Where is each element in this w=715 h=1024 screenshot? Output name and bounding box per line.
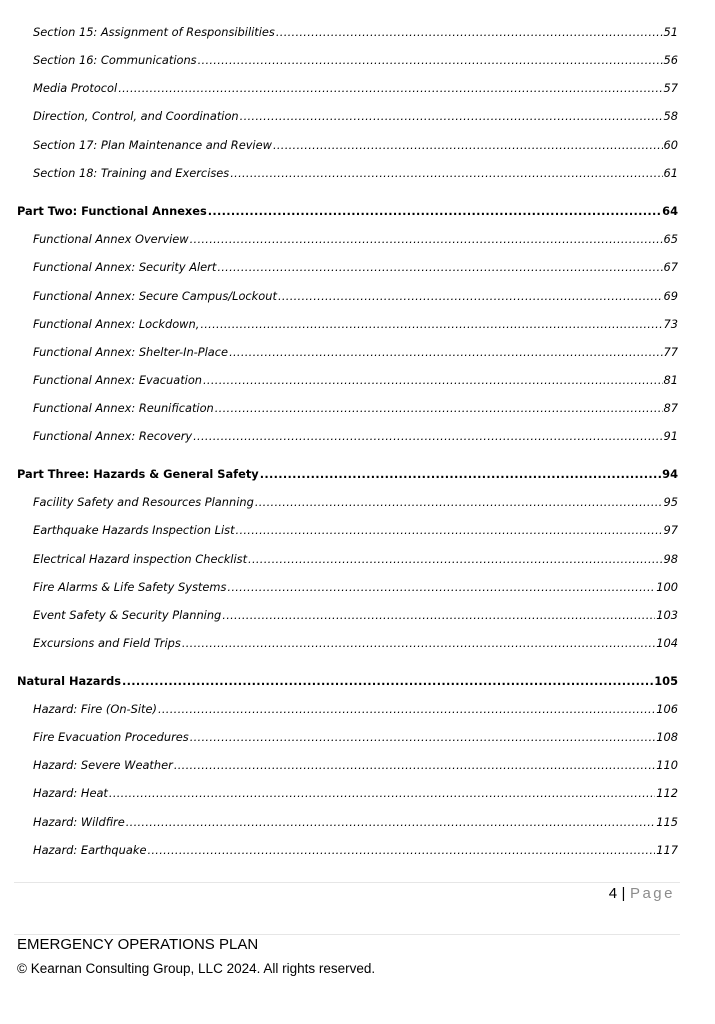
- toc-entry-title: Part Three: Hazards & General Safety: [17, 467, 259, 481]
- toc-entry-page: 94: [662, 467, 678, 481]
- toc-entry-title: Functional Annex: Lockdown,: [33, 317, 200, 331]
- toc-entry-title: Hazard: Heat: [33, 786, 108, 800]
- toc-entry-page: 108: [656, 730, 678, 744]
- toc-entry[interactable]: [33, 52, 678, 68]
- toc-dot-leader: [118, 80, 662, 96]
- toc-dot-leader: [240, 108, 663, 124]
- toc-entry-title: Functional Annex Overview: [33, 232, 189, 246]
- toc-dot-leader: [227, 579, 655, 595]
- toc-dot-leader: [208, 203, 661, 219]
- toc-entry[interactable]: [33, 165, 678, 181]
- toc-entry-page: 81: [663, 373, 678, 387]
- toc-dot-leader: [193, 428, 662, 444]
- toc-entry-title: Section 18: Training and Exercises: [33, 166, 230, 180]
- toc-entry-title: Electrical Hazard inspection Checklist: [33, 552, 248, 566]
- toc-dot-leader: [190, 231, 663, 247]
- toc-entry-page: 51: [663, 25, 678, 39]
- toc-entry-title: Hazard: Severe Weather: [33, 758, 173, 772]
- toc-entry-page: 77: [663, 345, 678, 359]
- toc-dot-leader: [182, 635, 655, 651]
- toc-entry-page: 105: [654, 674, 678, 688]
- toc-entry[interactable]: [33, 316, 678, 332]
- toc-entry[interactable]: [33, 80, 678, 96]
- toc-dot-leader: [273, 137, 663, 153]
- toc-entry[interactable]: [33, 842, 678, 858]
- toc-entry-page: 112: [656, 786, 678, 800]
- toc-dot-leader: [190, 729, 656, 745]
- toc-entry-page: 103: [656, 608, 678, 622]
- toc-entry[interactable]: [33, 400, 678, 416]
- toc-entry-page: 87: [663, 401, 678, 415]
- toc-entry-title: Event Safety & Security Planning: [33, 608, 222, 622]
- footer-title: EMERGENCY OPERATIONS PLAN: [17, 936, 259, 953]
- toc-dot-leader: [217, 259, 662, 275]
- toc-entry-page: 69: [663, 289, 678, 303]
- toc-dot-leader: [122, 673, 653, 689]
- toc-entry-title: Hazard: Earthquake: [33, 843, 147, 857]
- toc-entry-title: Section 16: Communications: [33, 53, 197, 67]
- page-number-word: Page: [629, 885, 675, 902]
- toc-dot-leader: [198, 52, 663, 68]
- toc-entry-title: Functional Annex: Reunification: [33, 401, 214, 415]
- toc-entry[interactable]: [33, 231, 678, 247]
- toc-entry-page: 73: [663, 317, 678, 331]
- toc-dot-leader: [278, 288, 663, 304]
- toc-entry[interactable]: [33, 288, 678, 304]
- toc-entry-title: Functional Annex: Recovery: [33, 429, 193, 443]
- toc-entry[interactable]: [33, 344, 678, 360]
- toc-entry-page: 97: [663, 523, 678, 537]
- toc-entry-page: 64: [662, 204, 678, 218]
- toc-entry-title: Fire Evacuation Procedures: [33, 730, 189, 744]
- toc-entry[interactable]: [33, 372, 678, 388]
- page-number: [609, 885, 675, 902]
- toc-entry-title: Natural Hazards: [17, 674, 122, 688]
- toc-entry[interactable]: [33, 24, 678, 40]
- toc-entry-title: Functional Annex: Evacuation: [33, 373, 203, 387]
- toc-dot-leader: [215, 400, 663, 416]
- toc-entry-title: Part Two: Functional Annexes: [17, 204, 207, 218]
- toc-entry[interactable]: [33, 428, 678, 444]
- toc-entry[interactable]: [33, 494, 678, 510]
- toc-entry-title: Media Protocol: [33, 81, 118, 95]
- toc-entry[interactable]: [33, 635, 678, 651]
- toc-dot-leader: [248, 551, 662, 567]
- toc-dot-leader: [260, 466, 661, 482]
- toc-entry-page: 117: [656, 843, 678, 857]
- toc-entry-page: 110: [656, 758, 678, 772]
- page-number-separator: |: [621, 885, 627, 902]
- toc-entry[interactable]: [33, 137, 678, 153]
- toc-dot-leader: [230, 165, 662, 181]
- toc-entry[interactable]: [33, 522, 678, 538]
- toc-entry-page: 104: [656, 636, 678, 650]
- toc-entry-page: 60: [663, 138, 678, 152]
- toc-entry-page: 65: [663, 232, 678, 246]
- toc-entry-title: Excursions and Field Trips: [33, 636, 181, 650]
- toc-dot-leader: [236, 522, 663, 538]
- toc-entry-title: Direction, Control, and Coordination: [33, 109, 239, 123]
- toc-dot-leader: [255, 494, 663, 510]
- toc-entry[interactable]: [33, 814, 678, 830]
- toc-part-heading[interactable]: [17, 203, 678, 219]
- footer-copyright: © Kearnan Consulting Group, LLC 2024. All rights reserved.: [17, 961, 376, 976]
- toc-dot-leader: [147, 842, 655, 858]
- toc-part-heading[interactable]: [17, 673, 678, 689]
- toc-entry-title: Hazard: Fire (On-Site): [33, 702, 157, 716]
- toc-entry-title: Functional Annex: Security Alert: [33, 260, 217, 274]
- toc-dot-leader: [222, 607, 655, 623]
- toc-entry-page: 56: [663, 53, 678, 67]
- toc-entry-page: 91: [663, 429, 678, 443]
- toc-entry-page: 67: [663, 260, 678, 274]
- toc-entry-page: 57: [663, 81, 678, 95]
- toc-dot-leader: [200, 316, 662, 332]
- toc-entry-page: 61: [663, 166, 678, 180]
- toc-entry[interactable]: [33, 701, 678, 717]
- toc-entry-title: Section 17: Plan Maintenance and Review: [33, 138, 272, 152]
- toc-part-heading[interactable]: [17, 466, 678, 482]
- toc-entry[interactable]: [33, 785, 678, 801]
- toc-dot-leader: [203, 372, 662, 388]
- toc-entry[interactable]: [33, 259, 678, 275]
- toc-dot-leader: [126, 814, 656, 830]
- toc-entry[interactable]: [33, 607, 678, 623]
- toc-entry-page: 58: [663, 109, 678, 123]
- toc-entry-page: 115: [656, 815, 678, 829]
- toc-entry-page: 100: [656, 580, 678, 594]
- toc-entry-page: 106: [656, 702, 678, 716]
- toc-dot-leader: [229, 344, 662, 360]
- toc-entry[interactable]: [33, 579, 678, 595]
- toc-entry-title: Facility Safety and Resources Planning: [33, 495, 254, 509]
- toc-entry[interactable]: [33, 551, 678, 567]
- toc-entry[interactable]: [33, 729, 678, 745]
- toc-entry-title: Section 15: Assignment of Responsibilities: [33, 25, 275, 39]
- toc-entry-title: Hazard: Wildfire: [33, 815, 125, 829]
- toc-entry-page: 95: [663, 495, 678, 509]
- toc-entry[interactable]: [33, 757, 678, 773]
- divider: [14, 882, 680, 883]
- toc-entry[interactable]: [33, 108, 678, 124]
- toc-dot-leader: [276, 24, 663, 40]
- toc-dot-leader: [174, 757, 655, 773]
- toc-entry-title: Functional Annex: Secure Campus/Lockout: [33, 289, 277, 303]
- page-number-value: 4: [608, 885, 619, 902]
- toc-entry-title: Fire Alarms & Life Safety Systems: [33, 580, 227, 594]
- toc-dot-leader: [158, 701, 655, 717]
- toc-dot-leader: [109, 785, 655, 801]
- footer-divider: [14, 934, 680, 935]
- toc-entry-title: Functional Annex: Shelter-In-Place: [33, 345, 229, 359]
- toc-entry-page: 98: [663, 552, 678, 566]
- toc-entry-title: Earthquake Hazards Inspection List: [33, 523, 235, 537]
